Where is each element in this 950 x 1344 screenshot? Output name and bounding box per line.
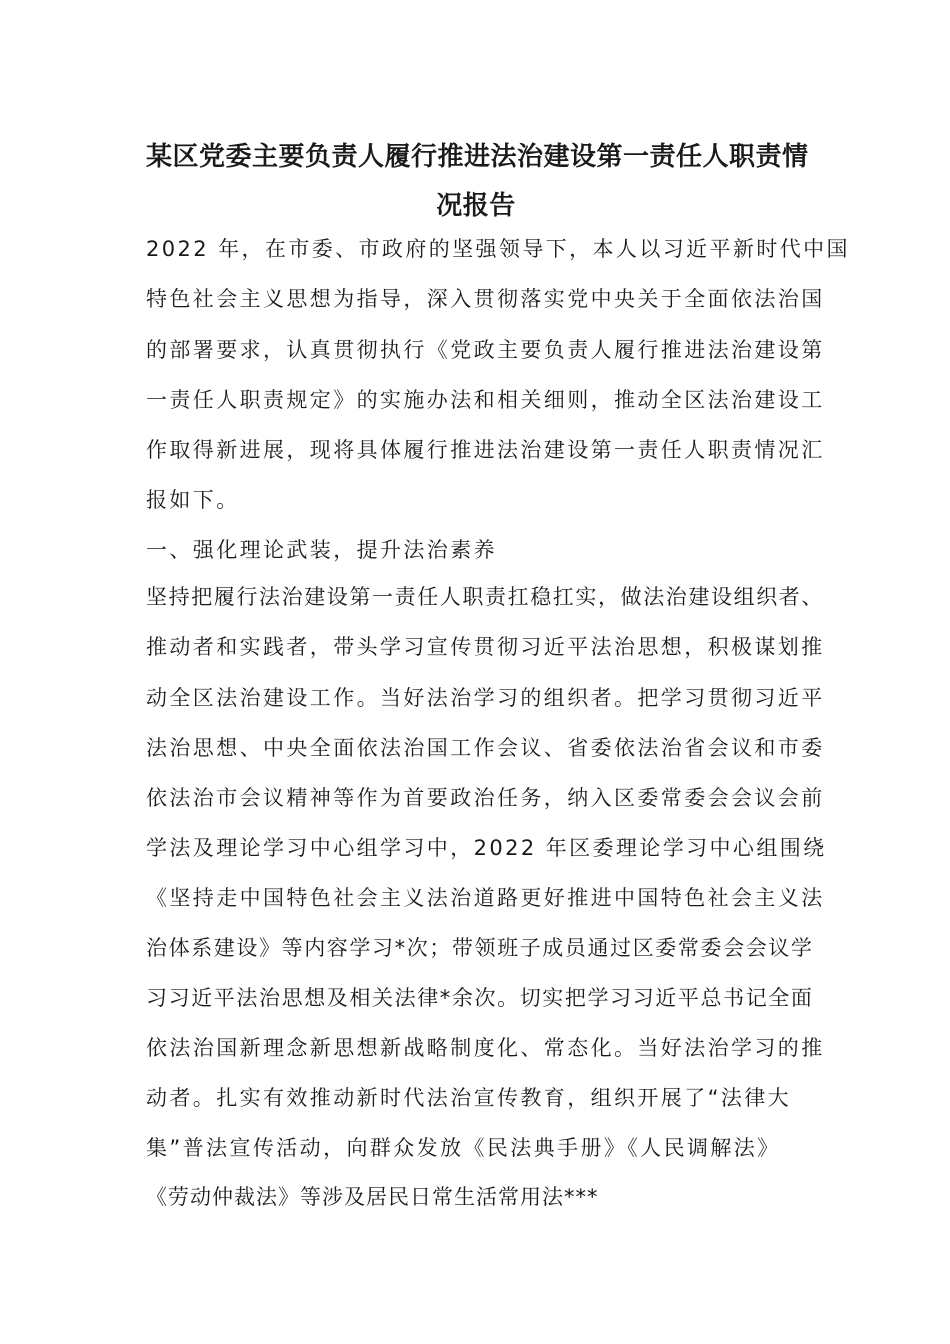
- body-line-7: 《坚持走中国特色社会主义法治道路更好推进中国特色社会主义法: [146, 886, 825, 910]
- body-line-1: 坚持把履行法治建设第一责任人职责扛稳扛实，做法治建设组织者、: [146, 585, 824, 609]
- intro-line-3: 的部署要求，认真贯彻执行《党政主要负责人履行推进法治建设第: [146, 338, 825, 362]
- section-heading: 一、强化理论武装，提升法治素养: [146, 538, 497, 562]
- body-line-10: 依法治国新理念新思想新战略制度化、常态化。当好法治学习的推: [146, 1036, 825, 1060]
- intro-line-1: 2022 年，在市委、市政府的坚强领导下，本人以习近平新时代中国: [146, 237, 850, 261]
- body-line-3: 动全区法治建设工作。当好法治学习的组织者。把学习贯彻习近平: [146, 686, 825, 710]
- intro-line-5: 作取得新进展，现将具体履行推进法治建设第一责任人职责情况汇: [146, 438, 825, 462]
- body-line-8: 治体系建设》等内容学习*次；带领班子成员通过区委常委会会议学: [146, 936, 814, 960]
- intro-line-2: 特色社会主义思想为指导，深入贯彻落实党中央关于全面依法治国: [146, 287, 825, 311]
- document-title-line-1: 某区党委主要负责人履行推进法治建设第一责任人职责情: [146, 142, 809, 172]
- body-line-2: 推动者和实践者，带头学习宣传贯彻习近平法治思想，积极谋划推: [146, 635, 825, 659]
- body-line-6: 学法及理论学习中心组学习中，2022 年区委理论学习中心组围绕: [146, 836, 827, 860]
- body-line-9: 习习近平法治思想及相关法律*余次。切实把学习习近平总书记全面: [146, 986, 814, 1010]
- body-line-4: 法治思想、中央全面依法治国工作会议、省委依法治省会议和市委: [146, 736, 825, 760]
- intro-line-4: 一责任人职责规定》的实施办法和相关细则，推动全区法治建设工: [146, 388, 825, 412]
- document-title-line-2: 况报告: [436, 191, 516, 221]
- body-line-11: 动者。扎实有效推动新时代法治宣传教育，组织开展了“法律大: [146, 1086, 792, 1110]
- intro-line-6: 报如下。: [146, 488, 240, 512]
- body-line-12: 集”普法宣传活动，向群众发放《民法典手册》《人民调解法》: [146, 1136, 781, 1160]
- body-line-13: 《劳动仲裁法》等涉及居民日常生活常用法***: [146, 1185, 599, 1209]
- body-line-5: 依法治市会议精神等作为首要政治任务，纳入区委常委会会议会前: [146, 786, 825, 810]
